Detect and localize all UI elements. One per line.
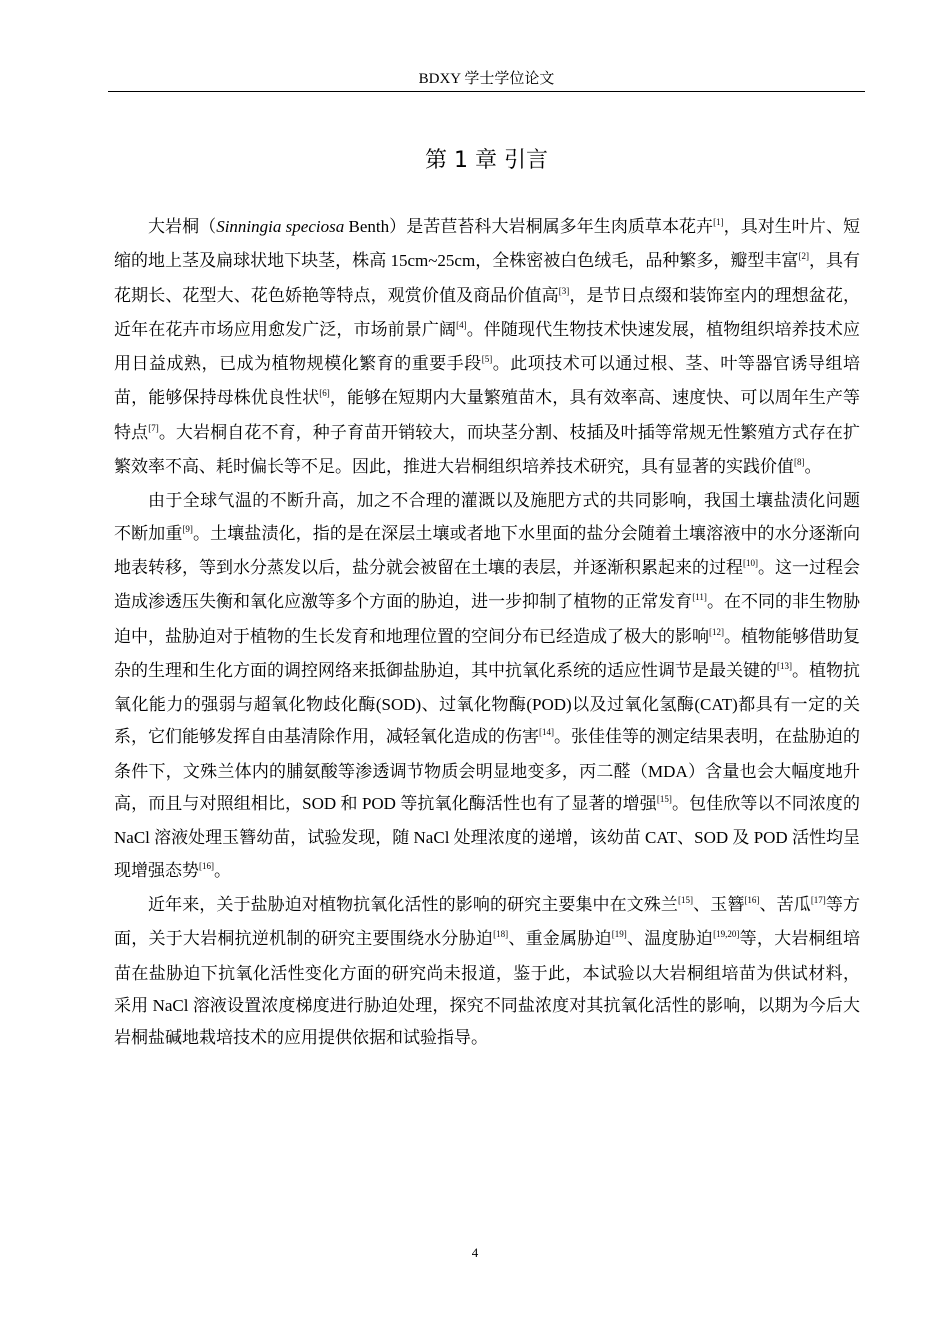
citation-ref: [16] [744,894,760,905]
header-rule [108,91,865,92]
text-run: ，是节日点缀和装饰室内的理想盆花，近年在花卉市场应用愈发广泛，市场前景广阔 [114,285,861,339]
text-run: 、苦瓜 [759,894,811,914]
citation-ref: [15] [678,894,694,905]
text-run: 。植物能够借助复杂的生理和生化方面的调控网络来抵御盐胁迫，其中抗氧化系统的适应性调节是最关键的 [114,626,860,680]
text-run: ，具对生叶片、短缩的地上茎及扁球状地下块茎，株高 15cm~25cm，全株密被白色绒毛，品种繁多，瓣型丰富 [114,217,861,271]
citation-ref: [11] [692,592,707,603]
text-run: 。大岩桐自花不育，种子育苗开销较大，而块茎分割、枝插及叶插等常规无性繁殖方式存在扩繁效率不高、耗时偏长等不足。因此，推进大岩桐组织培养技术研究，具有显著的实践价值 [114,422,861,477]
text-run: 、重金属胁迫 [508,929,612,949]
citation-ref: [14] [539,727,554,738]
text-run: 。土壤盐渍化，指的是在深层土壤或者地下水里面的盐分会随着土壤溶液中的水分逐渐向地表转移，等到水分蒸发以后，盐分就会被留在土壤的表层，并逐渐积累起来的过程 [114,523,861,577]
text-run: Benth）是苦苣苔科大岩桐属多年生肉质草本花卉 [344,217,714,236]
citation-ref: [19] [611,929,627,940]
citation-ref: [2] [798,251,809,262]
page-header: BDXY 学士学位论文 [418,71,555,87]
text-run: ，具有花期长、花型大、花色娇艳等特点，观赏价值及商品价值高 [114,251,861,305]
citation-ref: [3] [558,285,570,296]
text-run: 。 [214,860,231,880]
text-run: 。植物抗氧化能力的强弱与超氧化物歧化酶(SOD)、过氧化物酶(POD)以及过氧化氢酶(CAT)都具有一定的关系，它们能够发挥自由基清除作用，减轻氧化造成的伤害 [114,660,860,747]
text-run: ，能够在短期内大量繁殖苗木，具有效率高、速度快、可以周年生产等特点 [114,388,861,442]
paragraph-3 [114,889,860,1054]
citation-ref: [9] [182,523,193,534]
chapter-title: 第 1 章 引言 [425,148,548,173]
citation-ref: [17] [810,894,826,905]
body-text [114,211,860,1054]
text-run: 。此项技术可以通过根、茎、叶等器官诱导组培苗，能够保持母株优良性状 [114,354,860,408]
text-run: 大岩桐（ [148,217,217,236]
citation-ref: [8] [794,457,805,468]
citation-ref: [15] [656,794,672,805]
page-number: 4 [471,1245,479,1260]
text-run: 近年来，关于盐胁迫对植物抗氧化活性的影响的研究主要集中在文殊兰 [148,894,679,914]
text-run: 由于全球气温的不断升高，加之不合理的灌溉以及施肥方式的共同影响，我国土壤盐渍化问题不断加重 [114,491,860,543]
citation-ref: [16] [199,860,214,871]
text-run: 。伴随现代生物技术快速发展，植物组织培养技术应用日益成熟，已成为植物规模化繁育的重要手段 [114,319,860,374]
citation-ref: [5] [481,354,493,365]
citation-ref: [6] [319,388,330,399]
citation-ref: [12] [709,626,724,637]
citation-ref: [4] [456,319,467,330]
text-run: 。张佳佳等的测定结果表明，在盐胁迫的条件下，文殊兰体内的脯氨酸等渗透调节物质会明显地变多，丙二醛（MDA）含量也会大幅度地升高，而且与对照组相比，SOD 和 POD 等抗氧化酶活性也有了显著的增强 [114,727,860,814]
text-run: 、玉簪 [693,894,745,914]
text-run: 等，大岩桐组培苗在盐胁迫下抗氧化活性变化方面的研究尚未报道，鉴于此，本试验以大岩桐组培苗为供试材料，采用 NaCl 溶液设置浓度梯度进行胁迫处理，探究不同盐浓度对其抗氧化活性的影响，以期为今后大岩桐盐碱地栽培技术的应用提供依据和试验指导。 [114,929,861,1048]
text-run: 等方面，关于大岩桐抗逆机制的研究主要围绕水分胁迫 [114,894,861,949]
citation-ref: [19,20] [713,929,740,940]
citation-ref: [18] [493,929,509,940]
citation-ref: [10] [743,557,758,568]
text-run: 。包佳欣等以不同浓度的 NaCl 溶液处理玉簪幼苗，试验发现，随 NaCl 处理浓度的递增，该幼苗 CAT、SOD 及 POD 活性均呈现增强态势 [114,794,861,880]
text-run: 。 [804,457,822,477]
paragraph-1 [114,211,860,485]
text-run: 、温度胁迫 [626,929,714,949]
citation-ref: [7] [148,422,159,433]
citation-ref: [1] [713,217,724,227]
paragraph-2 [114,485,860,889]
italic-species-name: Sinningia speciosa [216,217,345,236]
text-run: 。这一过程会造成渗透压失衡和氧化应激等多个方面的胁迫，进一步抑制了植物的正常发育 [114,557,860,612]
citation-ref: [13] [777,660,792,671]
text-run: 。在不同的非生物胁迫中，盐胁迫对于植物的生长发育和地理位置的空间分布已经造成了极大的影响 [114,592,861,646]
